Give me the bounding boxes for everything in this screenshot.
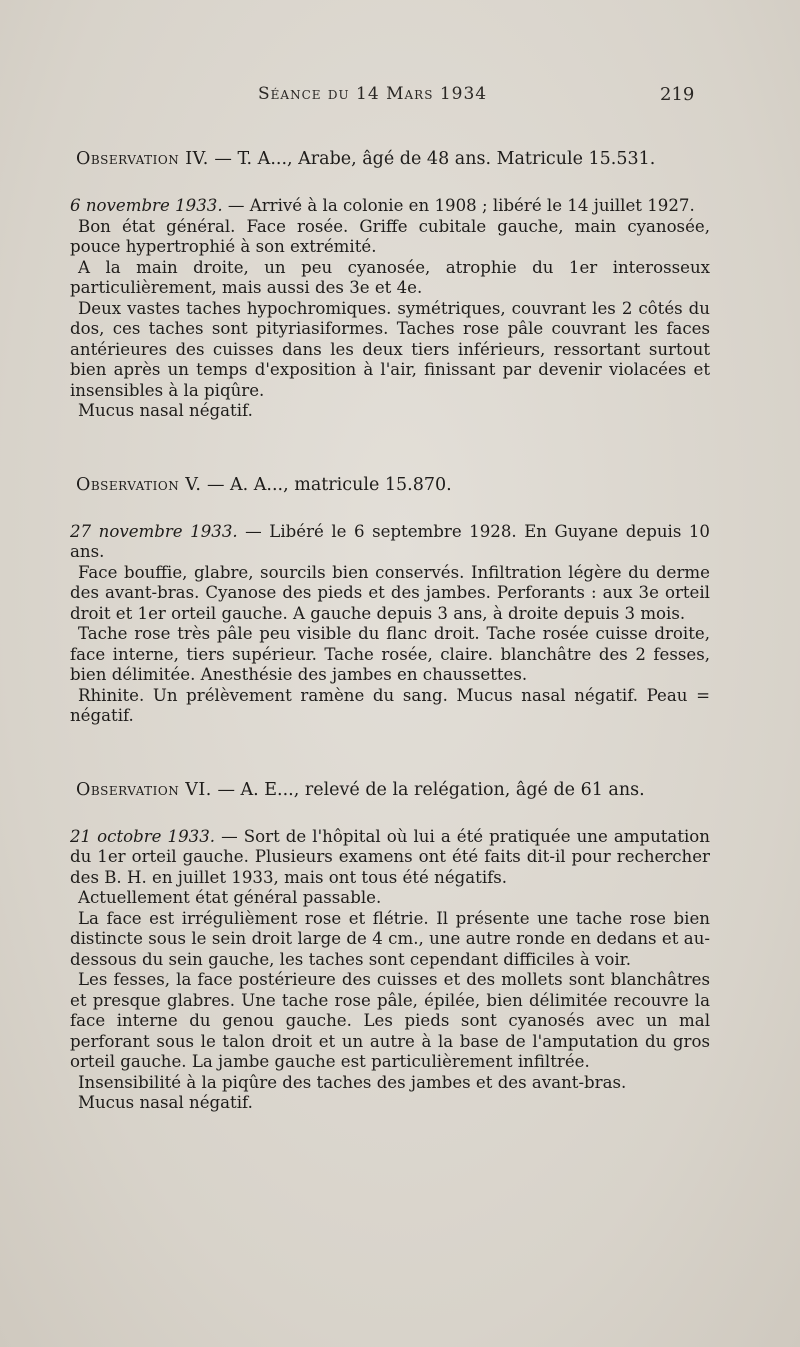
entry-date: 27 novembre 1933. [70,521,238,541]
paragraph-text: — Libéré le 6 septembre 1928. En Guyane depuis 10 ans. [70,521,710,561]
entry-date: 21 octobre 1933. [70,826,216,846]
observation-title [76,779,710,801]
paragraph: Mucus nasal négatif. [78,401,253,420]
observation-entry [70,196,710,422]
paragraph: Rhinite. Un prélèvement ramène du sang. Mucus nasal négatif. Peau = négatif. [70,685,710,725]
page-header [0,84,800,114]
observation-entry [70,522,710,727]
observation-label: Observation V. [76,474,202,495]
paragraph: Actuellement état général passable. [78,888,382,907]
page-body [70,148,710,1114]
paragraph [70,522,710,563]
observation-v [70,474,710,727]
paragraph: Les fesses, la face postérieure des cuisses et des mollets sont blanchâtres et presque glabres. Une tache rose pâle, épilée, bien délimitée recouvre la face interne du genou gauche. Les pieds sont cyanosés avec un mal perforant sous le talon droit et un autre à la base de l'amputation du gros orteil gauche. La jambe gauche est particulièrement infiltrée. [70,970,710,1071]
paragraph-text: — Arrivé à la colonie en 1908 ; libéré le 14 juillet 1927. [222,196,695,215]
paragraph: Tache rose très pâle peu visible du flanc droit. Tache rosée cuisse droite, face interne, tiers supérieur. Tache rosée, claire. blanchâtre des 2 fesses, bien délimitée. Anesthésie des jambes en chaussettes. [70,624,710,684]
paragraph: Face bouffie, glabre, sourcils bien conservés. Infiltration légère du derme des avant-bras. Cyanose des pieds et des jambes. Perforants : aux 3e orteil droit et 1er orteil gauche. A gauche depuis 3 ans, à droite depuis 3 mois. [70,562,710,623]
paragraph: La face est irrégulièment rose et flétrie. Il présente une tache rose bien distincte sous le sein droit large de 4 cm., une autre ronde en dedans et au-dessous du sein gauche, les taches sont cependant difficiles à voir. [70,908,710,969]
running-head: Séance du 14 Mars 1934 [258,84,488,104]
paragraph: Deux vastes taches hypochromiques. symétriques, couvrant les 2 côtés du dos, ces taches sont pityriasiformes. Taches rose pâle couvrant les faces antérieures des cuisses dans les deux tiers inférieurs, ressortant surtout bien après un temps d'exposition à l'air, finissant par devenir violacées et insensibles à la piqûre. [70,298,710,400]
paragraph: A la main droite, un peu cyanosée, atrophie du 1er interosseux particulièrement, mais aussi des 3e et 4e. [70,257,710,297]
observation-heading: — A. A..., matricule 15.870. [201,474,452,495]
observation-vi [70,779,710,1114]
page-number: 219 [660,84,695,105]
observation-title [76,148,710,170]
paragraph: Bon état général. Face rosée. Griffe cubitale gauche, main cyanosée, pouce hypertrophié à son extrémité. [70,216,710,256]
observation-entry [70,827,710,1114]
paragraph [70,827,710,889]
observation-heading: — A. E..., relevé de la relégation, âgé de 61 ans. [211,779,645,800]
paragraph [70,196,710,217]
observation-label: Observation VI. [76,779,212,800]
observation-title [76,474,710,496]
observation-label: Observation IV. [76,149,209,169]
paragraph: Mucus nasal négatif. [78,1093,253,1112]
observation-iv [70,148,710,422]
observation-heading: — T. A..., Arabe, âgé de 48 ans. Matricule 15.531. [208,149,656,169]
entry-date: 6 novembre 1933. [70,196,223,215]
paragraph-text: — Sort de l'hôpital où lui a été pratiquée une amputation du 1er orteil gauche. Plusieurs examens ont été faits dit-il pour rechercher des B. H. en juillet 1933, mais ont tous été négatifs. [70,826,710,887]
paragraph: Insensibilité à la piqûre des taches des jambes et des avant-bras. [78,1072,627,1092]
